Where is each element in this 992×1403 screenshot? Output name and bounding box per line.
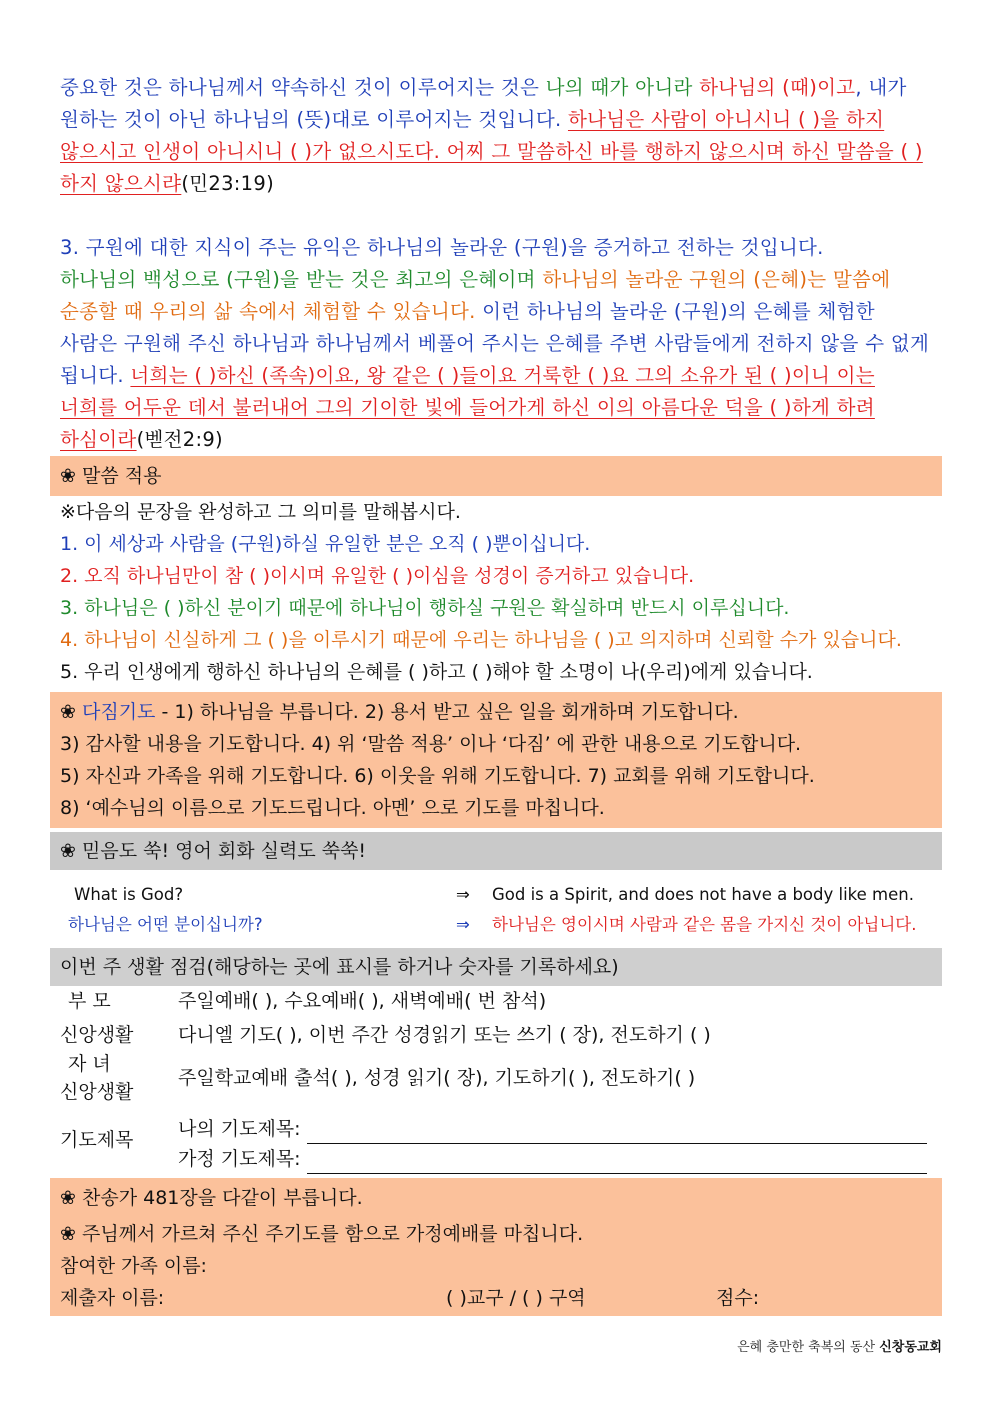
section-header-english xyxy=(50,832,942,870)
apply-list xyxy=(60,496,938,688)
section-prayer xyxy=(50,692,942,828)
prayer-line: 3) 감사할 내용을 기도합니다. 4) 위 ‘말씀 적용’ 이나 ‘다짐’ 에 관한 내용으로 기도합니다. xyxy=(60,733,802,755)
section-title: 다짐기도 xyxy=(82,701,156,723)
text-segment: 하나님의 백성으로 (구원)을 받는 것은 최고의 은혜이며 xyxy=(60,268,543,291)
paragraph-heading: 3. 구원에 대한 지식이 주는 유익은 하나님의 놀라운 (구원)을 증거하고 전하는 것입니다. xyxy=(60,236,824,259)
text-segment: 중요한 것은 하나님께서 약속하신 것이 이루어지는 것은 xyxy=(60,76,546,99)
row-label: 신앙생활 xyxy=(60,1081,134,1103)
scripture-reference: (벧전2:9) xyxy=(136,428,223,451)
my-prayer-row xyxy=(178,1106,938,1144)
apply-item: 2. 오직 하나님만이 참 ( )이시며 유일한 ( )이심을 성경이 증거하고 있습니다. xyxy=(60,565,695,587)
scripture-quote: 너희는 ( )하신 (족속)이요, 왕 같은 ( )들이요 거룩한 ( )요 그의 소유가 된 ( )이니 이는 너희를 어두운 데서 불러내어 그의 기이한 빛에 들어가게 하신 이의 아름다운 덕을 ( )하게 하려 하심이라 xyxy=(60,364,875,451)
district-field[interactable]: ( )교구 / ( ) 구역 xyxy=(446,1287,586,1309)
field-label: 가정 기도제목: xyxy=(178,1148,301,1170)
worksheet-page xyxy=(60,72,938,1316)
text-segment: , 내가 원하는 것이 아닌 하나님의 (뜻)대로 이루어지는 것입니다. xyxy=(60,76,907,131)
score-field[interactable]: 점수: xyxy=(716,1287,760,1309)
paragraph-gods-time xyxy=(60,72,938,200)
apply-instruction: ※다음의 문장을 완성하고 그 의미를 말해봅시다. xyxy=(60,501,461,523)
section-title: 이번 주 생활 점검(해당하는 곳에 표시를 하거나 숫자를 기록하세요) xyxy=(60,956,619,978)
submitter-row xyxy=(60,1282,932,1314)
english-answer: God is a Spirit, and does not have a body like men. xyxy=(492,885,914,904)
text-segment: 하나님의 놀라운 구원의 (은혜)는 말씀에 순종할 때 우리의 삶 속에서 체험할 수 있습니다. xyxy=(60,268,891,323)
family-prayer-field[interactable] xyxy=(307,1149,927,1174)
prayer-line: - 1) 하나님을 부릅니다. 2) 용서 받고 싶은 일을 회개하며 기도합니다. xyxy=(155,701,739,723)
family-names-field[interactable]: 참여한 가족 이름: xyxy=(60,1255,207,1277)
flower-icon: ❀ xyxy=(60,1223,76,1245)
arrow-right-icon: ⇒ xyxy=(456,915,470,934)
flower-icon: ❀ xyxy=(60,840,76,862)
prayer-line: 5) 자신과 가족을 위해 기도합니다. 6) 이웃을 위해 기도합니다. 7) 교회를 위해 기도합니다. xyxy=(60,765,815,787)
lords-prayer-line: 주님께서 가르쳐 주신 주기도를 함으로 가정예배를 마칩니다. xyxy=(82,1223,584,1245)
scripture-reference: (민23:19) xyxy=(181,172,274,195)
english-block xyxy=(60,870,938,948)
parents-worship-row: 주일예배( ), 수요예배( ), 새벽예배( 번 참석) xyxy=(178,990,547,1012)
paragraph-salvation xyxy=(60,232,938,456)
section-header-apply xyxy=(50,456,942,496)
life-check-table xyxy=(60,986,938,1174)
flower-icon: ❀ xyxy=(60,465,76,487)
flower-icon: ❀ xyxy=(60,701,76,723)
hymn-line: 찬송가 481장을 다같이 부릅니다. xyxy=(82,1187,363,1209)
text-segment: 이런 하나님의 놀라운 (구원)의 은혜를 체험한 사람은 구원해 주신 하나님과 하나님께서 베풀어 주시는 은혜를 주변 사람들에게 전하지 않을 수 없게 됩니다. xyxy=(60,300,930,387)
row-label-group xyxy=(60,1050,178,1106)
text-segment: 하나님의 (때)이고 xyxy=(699,76,856,99)
arrow-right-icon: ⇒ xyxy=(456,885,470,904)
section-title: 말씀 적용 xyxy=(82,465,162,487)
row-label: 신앙생활 xyxy=(60,1024,134,1046)
children-faith-row: 주일학교예배 출석( ), 성경 읽기( 장), 기도하기( ), 전도하기( ) xyxy=(178,1067,696,1089)
church-name: 신창동교회 xyxy=(879,1340,942,1355)
parents-faith-row: 다니엘 기도( ), 이번 주간 성경읽기 또는 쓰기 ( 장), 전도하기 ( ) xyxy=(178,1024,711,1046)
apply-item: 5. 우리 인생에게 행하신 하나님의 은혜를 ( )하고 ( )해야 할 소명이 나(우리)에게 있습니다. xyxy=(60,661,813,683)
row-label: 부 모 xyxy=(68,990,111,1012)
apply-item: 1. 이 세상과 사람을 (구원)하실 유일한 분은 오직 ( )뿐이십니다. xyxy=(60,533,591,555)
scripture-quote: 하나님은 사람이 아니시니 ( )을 하지 않으시고 인생이 아니시니 ( )가 없으시도다. 어찌 그 말씀하신 바를 행하지 않으시며 하신 말씀을 ( )하지 않으시랴 xyxy=(60,108,923,195)
section-closing xyxy=(50,1178,942,1316)
footer xyxy=(737,1336,942,1355)
english-row xyxy=(60,880,938,910)
my-prayer-field[interactable] xyxy=(307,1119,927,1144)
section-title: 믿음도 쑥! 영어 회화 실력도 쑥쑥! xyxy=(82,840,367,862)
text-segment: 나의 때가 아니라 xyxy=(545,76,700,99)
row-label: 자 녀 xyxy=(68,1053,111,1075)
korean-answer: 하나님은 영이시며 사람과 같은 몸을 가지신 것이 아닙니다. xyxy=(492,915,917,934)
apply-item: 4. 하나님이 신실하게 그 ( )을 이루시기 때문에 우리는 하나님을 ( )고 의지하며 신뢰할 수가 있습니다. xyxy=(60,629,902,651)
prayer-line: 8) ‘예수님의 이름으로 기도드립니다. 아멘’ 으로 기도를 마칩니다. xyxy=(60,797,605,819)
english-question: What is God? xyxy=(74,885,184,904)
submitter-field[interactable]: 제출자 이름: xyxy=(60,1287,165,1309)
korean-row xyxy=(60,910,938,940)
section-header-check xyxy=(50,948,942,986)
family-prayer-row xyxy=(178,1144,938,1174)
row-label: 기도제목 xyxy=(60,1129,134,1151)
field-label: 나의 기도제목: xyxy=(178,1118,301,1140)
korean-question: 하나님은 어떤 분이십니까? xyxy=(68,915,263,934)
flower-icon: ❀ xyxy=(60,1187,76,1209)
footer-tagline: 은혜 충만한 축복의 동산 xyxy=(737,1340,880,1355)
apply-item: 3. 하나님은 ( )하신 분이기 때문에 하나님이 행하실 구원은 확실하며 반드시 이루십니다. xyxy=(60,597,790,619)
